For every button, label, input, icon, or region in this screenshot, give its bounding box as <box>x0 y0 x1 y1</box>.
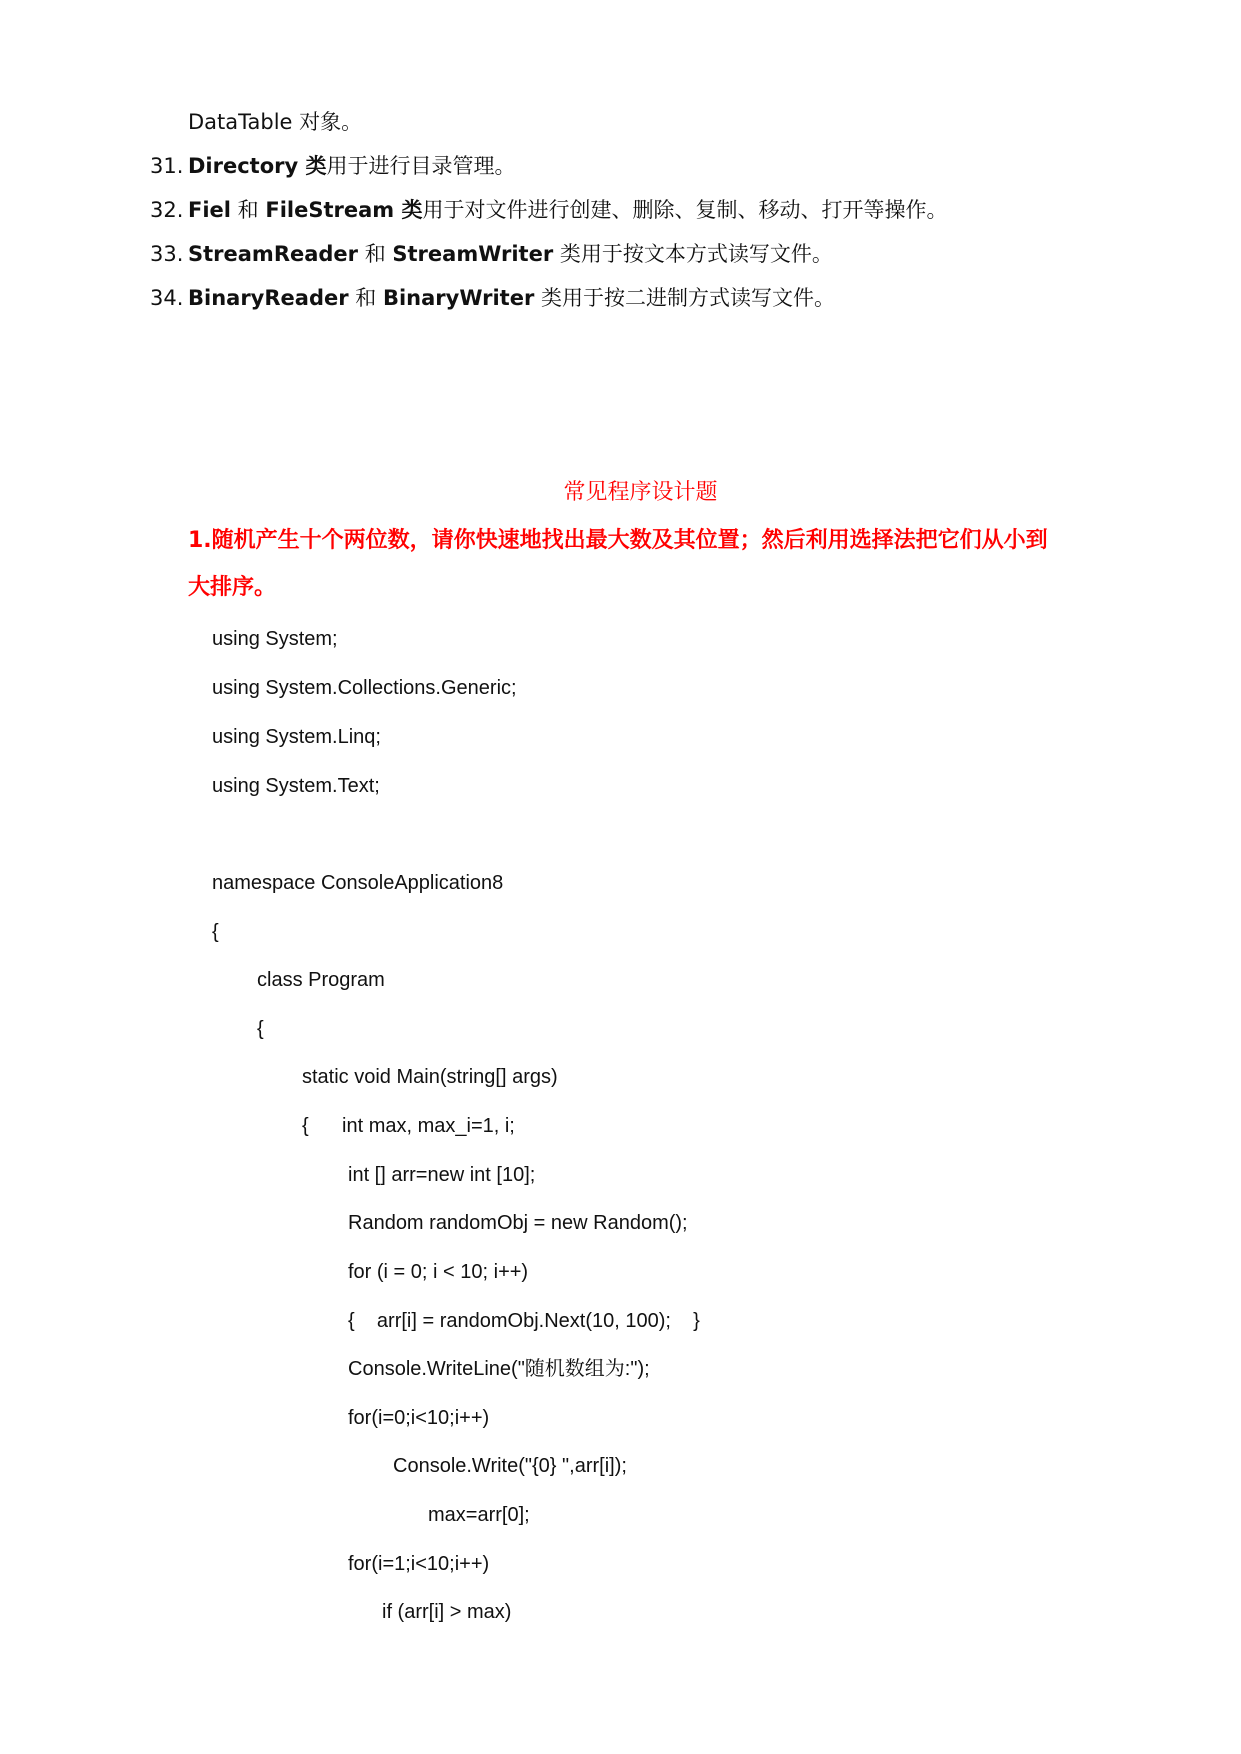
code-line: { <box>212 921 219 943</box>
item-number: 33. <box>150 242 184 266</box>
item-description: 类用于按文本方式读写文件。 <box>553 242 833 266</box>
code-line: using System.Linq; <box>212 726 381 748</box>
item-description: 用于对文件进行创建、删除、复制、移动、打开等操作。 <box>422 198 948 222</box>
code-line: { arr[i] = randomObj.Next(10, 100); } <box>348 1310 700 1332</box>
code-line: Random randomObj = new Random(); <box>348 1212 688 1234</box>
question-line-2: 大排序。 <box>188 575 277 600</box>
code-line: for (i = 0; i < 10; i++) <box>348 1261 529 1283</box>
item-number: 31. <box>150 154 184 178</box>
code-line: int [] arr=new int [10]; <box>348 1164 536 1186</box>
class-name: Directory 类 <box>188 154 327 178</box>
code-line: Console.Write("{0} ",arr[i]); <box>393 1455 627 1477</box>
class-name: BinaryWriter <box>382 286 535 310</box>
code-line: for(i=0;i<10;i++) <box>348 1407 490 1429</box>
item-number: 34. <box>150 286 184 310</box>
code-line: Console.WriteLine("随机数组为:"); <box>348 1358 650 1380</box>
class-name: BinaryReader <box>188 286 349 310</box>
item-text <box>188 152 516 180</box>
class-name: StreamReader <box>188 242 359 266</box>
question-line-1: 1.随机产生十个两位数，请你快速地找出最大数及其位置；然后利用选择法把它们从小到 <box>188 528 1048 553</box>
code-line: for(i=1;i<10;i++) <box>348 1553 490 1575</box>
conjunction: 和 <box>348 286 383 310</box>
code-line: static void Main(string[] args) <box>302 1066 558 1088</box>
class-name: StreamWriter <box>392 242 554 266</box>
code-line: class Program <box>257 969 385 991</box>
code-line: if (arr[i] > max) <box>382 1601 512 1623</box>
section-heading: 常见程序设计题 <box>563 480 718 505</box>
code-line: namespace ConsoleApplication8 <box>212 872 504 894</box>
item-description: 用于进行目录管理。 <box>326 154 516 178</box>
item-description: 类用于按二进制方式读写文件。 <box>534 286 835 310</box>
code-line: { <box>257 1018 264 1040</box>
code-line: { int max, max_i=1, i; <box>302 1115 515 1137</box>
code-line: using System.Collections.Generic; <box>212 677 517 699</box>
item-number: 32. <box>150 198 184 222</box>
continuation-text: DataTable 对象。 <box>188 110 363 134</box>
item-text <box>188 240 833 268</box>
code-line: using System.Text; <box>212 775 380 797</box>
item-text <box>188 196 947 224</box>
conjunction: 和 <box>358 242 393 266</box>
conjunction: 和 <box>230 198 266 222</box>
class-name: Fiel <box>188 198 231 222</box>
class-name: FileStream 类 <box>265 198 423 222</box>
item-text <box>188 284 835 312</box>
code-line: max=arr[0]; <box>428 1504 530 1526</box>
code-line: using System; <box>212 628 338 650</box>
